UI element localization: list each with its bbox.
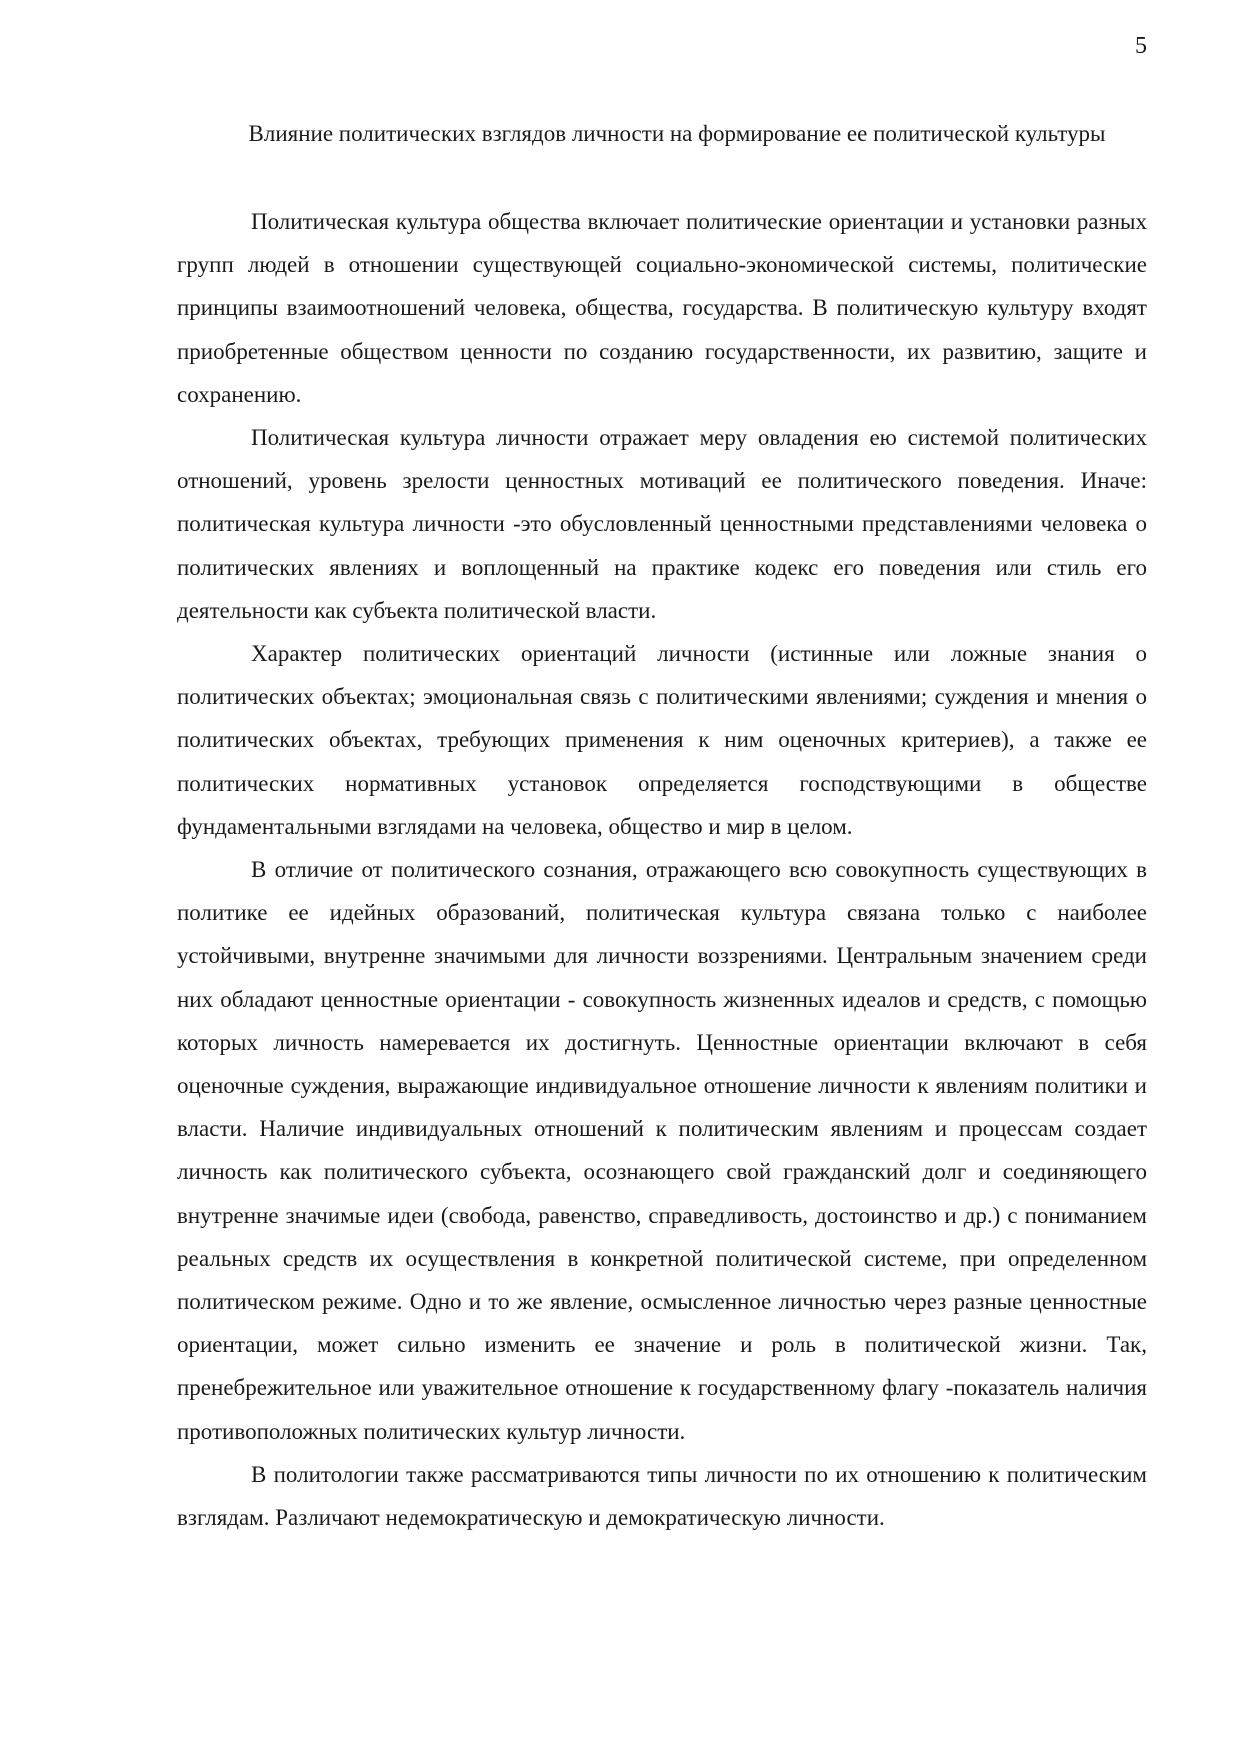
page-number: 5 <box>1135 33 1147 59</box>
paragraph-4: В отличие от политического сознания, отражающего всю совокупность существующих в политике ее идейных образований, политическая культура связана только с наиболее устойчивыми, внутренне значимыми для личности воззрениями. Центральным значением среди них обладают ценностные ориентации - совокупность жизненных идеалов и средств, с помощью которых личность намеревается их достигнуть. Ценностные ориентации включают в себя оценочные суждения, выражающие индивидуальное отношение личности к явлениям политики и власти. Наличие индивидуальных отношений к политическим явлениям и процессам создает личность как политического субъекта, осознающего свой гражданский долг и соединяющего внутренне значимые идеи (свобода, равенство, справедливость, достоинство и др.) с пониманием реальных средств их осуществления в конкретной политической системе, при определенном политическом режиме. Одно и то же явление, осмысленное личностью через разные ценностные ориентации, может сильно изменить ее значение и роль в политической жизни. Так, пренебрежительное или уважительное отношение к государственному флагу -показатель наличия противоположных политических культур личности. <box>177 857 1147 1444</box>
paragraph-2: Политическая культура личности отражает меру овладения ею системой политических отношений, уровень зрелости ценностных мотиваций ее политического поведения. Иначе: политическая культура личности -это обусловленный ценностными представлениями человека о политических явлениях и воплощенный на практике кодекс его поведения или стиль его деятельности как субъекта политической власти. <box>177 425 1147 623</box>
document-title: Влияние политических взглядов личности на формирование ее политической культуры <box>248 121 1106 146</box>
paragraph-5: В политологии также рассматриваются типы личности по их отношению к политическим взглядам. Различают недемократическую и демократическую личности. <box>177 1461 1147 1531</box>
paragraph-1: Политическая культура общества включает политические ориентации и установки разных групп людей в отношении существующей социально-экономической системы, политические принципы взаимоотношений человека, общества, государства. В политическую культуру входят приобретенные обществом ценности по созданию государственности, их развитию, защите и сохранению. <box>177 209 1147 407</box>
document-body <box>177 200 1147 1539</box>
paragraph-3: Характер политических ориентаций личности (истинные или ложные знания о политических объектах; эмоциональная связь с политическими явлениями; суждения и мнения о политических объектах, требующих применения к ним оценочных критериев), а также ее политических нормативных установок определяется господствующими в обществе фундаментальными взглядами на человека, общество и мир в целом. <box>177 641 1147 839</box>
